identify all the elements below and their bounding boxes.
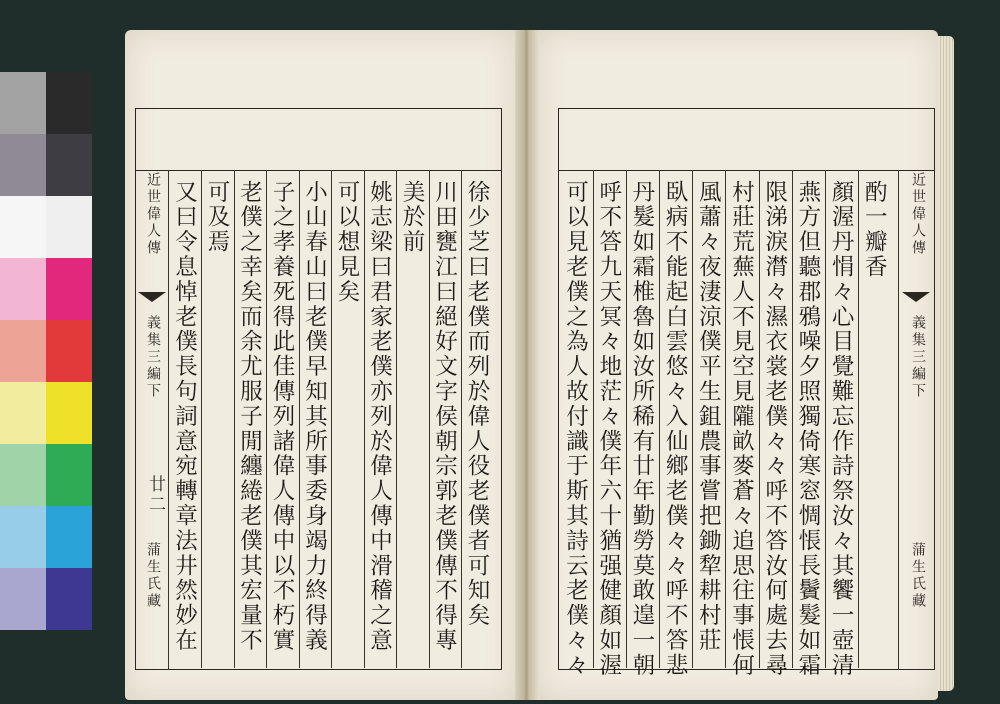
column-rule	[396, 170, 397, 668]
color-calibration-chart	[0, 72, 92, 632]
color-patch	[46, 444, 92, 506]
color-patch	[46, 320, 92, 382]
color-patch	[0, 320, 46, 382]
column-rule	[461, 170, 462, 668]
color-patch	[46, 568, 92, 630]
color-patch	[46, 258, 92, 320]
color-patch	[0, 382, 46, 444]
color-patch	[0, 196, 46, 258]
right-hanshin-rule	[898, 170, 899, 670]
text-column: 村莊荒蕪人不見空見隴畝麥蒼々追思往事悵何	[728, 180, 755, 678]
left-page	[125, 30, 515, 700]
left-header-rule	[135, 170, 502, 171]
text-column: 可以想見矣	[334, 180, 360, 305]
color-patch	[46, 506, 92, 568]
color-patch	[0, 72, 46, 134]
color-patch	[0, 134, 46, 196]
page-edges	[938, 36, 954, 691]
text-column: 徐少芝曰老僕而列於偉人役老僕者可知矣	[464, 180, 490, 629]
column-rule	[858, 170, 859, 668]
right-hanshin-title: 近世偉人傳	[910, 172, 926, 257]
left-fishtail-mark	[138, 292, 166, 302]
text-column: 顏渥丹悁々心目覺難忘作詩祭汝々其饗一壺清	[828, 180, 855, 678]
color-patch	[0, 568, 46, 630]
left-hanshin-volume: 義集三編下	[145, 315, 161, 400]
color-patch	[46, 72, 92, 134]
left-hanshin-title: 近世偉人傳	[145, 172, 161, 257]
color-patch	[46, 382, 92, 444]
right-page	[538, 30, 938, 700]
column-rule	[201, 170, 202, 668]
column-rule	[234, 170, 235, 668]
column-rule	[364, 170, 365, 668]
right-header-rule	[558, 170, 935, 171]
right-fishtail-mark	[902, 292, 930, 302]
column-rule	[692, 170, 693, 668]
color-patch	[46, 134, 92, 196]
column-rule	[792, 170, 793, 668]
text-column: 又曰令息悼老僕長句詞意宛轉章法井然妙在	[171, 180, 198, 654]
column-rule	[659, 170, 660, 668]
color-patch	[46, 196, 92, 258]
text-column: 可以見老僕之為人故付識于斯其詩云老僕々々	[562, 180, 589, 678]
text-column: 燕方但聽郡鴉噪夕照獨倚寒窓惆悵長鬢髮如霜	[794, 180, 821, 678]
column-rule	[593, 170, 594, 668]
left-hanshin-owner: 蒲生氏藏	[145, 542, 161, 610]
right-hanshin-owner: 蒲生氏藏	[910, 542, 926, 610]
text-column: 川田甕江曰絕好文字侯朝宗郭老僕傳不得專	[431, 180, 458, 654]
text-column: 酌一瓣香	[861, 180, 888, 280]
color-patch	[0, 258, 46, 320]
color-patch	[0, 506, 46, 568]
text-column: 呼不答九天冥々地茫々僕年六十猶强健顏如渥	[595, 180, 622, 678]
text-column: 限涕淚潸々濕衣裳老僕々々呼不答汝何處去尋	[761, 180, 788, 678]
right-hanshin-volume: 義集三編下	[910, 315, 926, 400]
column-rule	[266, 170, 267, 668]
text-column: 可及焉	[204, 180, 230, 255]
color-patch	[0, 444, 46, 506]
text-column: 風蕭々夜淒涼僕平生鉏農事嘗把鋤犂耕村莊	[695, 180, 722, 654]
left-hanshin-leaf: 廿二	[145, 475, 165, 515]
text-column: 小山春山曰老僕早知其所事委身竭力終得義	[301, 180, 328, 654]
left-hanshin-rule	[168, 170, 169, 670]
text-column: 姚志梁曰君家老僕亦列於偉人傳中滑稽之意	[366, 180, 393, 654]
book-gutter	[515, 30, 538, 700]
column-rule	[299, 170, 300, 668]
text-column: 臥病不能起白雲悠々入仙鄉老僕々々呼不答悲	[662, 180, 689, 678]
column-rule	[759, 170, 760, 668]
text-column: 子之孝養死得此佳傳列諸偉人傳中以不朽實	[269, 180, 295, 654]
column-rule	[626, 170, 627, 668]
text-column: 丹髮如霜椎魯如汝所稀有廿年勤勞莫敢遑一朝	[628, 180, 655, 678]
open-book	[110, 30, 950, 700]
text-column: 美於前	[399, 180, 425, 255]
column-rule	[331, 170, 332, 668]
column-rule	[725, 170, 726, 668]
text-column: 老僕之幸矣而余尤服子閒纏綣老僕其宏量不	[236, 180, 263, 654]
column-rule	[825, 170, 826, 668]
column-rule	[429, 170, 430, 668]
